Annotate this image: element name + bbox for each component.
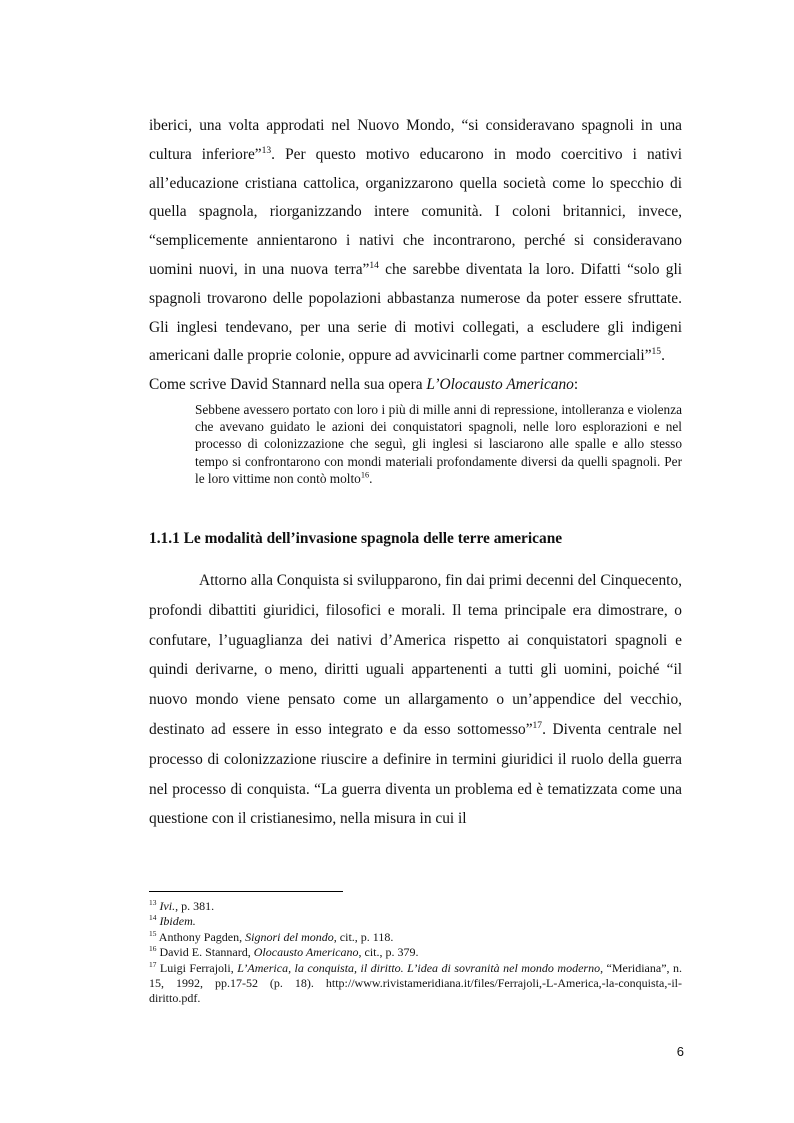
- footnote-separator: [149, 891, 343, 892]
- paragraph-text: .: [661, 347, 665, 365]
- footnote-number: 14: [149, 913, 157, 923]
- footnote-number: 16: [149, 944, 157, 954]
- paragraph-text: . Diventa centrale nel processo di colonizzazione riuscire a definire in termini giuridici il ruolo della guerra nel processo di conquista. “La guerra diventa un problema ed è tematizzata come una questione con il cristianesimo, nella misura in cui il: [149, 720, 682, 828]
- footnote-italic: Olocausto Americano: [253, 945, 359, 960]
- quote-text: Sebbene avessero portato con loro i più di mille anni di repressione, intolleranza e violenza che avevano guidato le azioni dei conquistatori spagnoli, nelle loro esplorazioni e nel processo di colonizzazione che seguì, gli inglesi si lasciarono alle spalle e allo stesso tempo si confrontarono con mondi materiali profondamente diversi da quelli spagnoli. Per le loro vittime non contò molto: [195, 402, 682, 486]
- footnote-ref[interactable]: 15: [651, 346, 662, 358]
- paragraph-text: . Per questo motivo educarono in modo coercitivo i nativi all’educazione cristiana cattolica, organizzarono quella società come lo specchio di quella spagnola, riorganizzando intere comunità. I coloni britannici, invece, “semplicemente annientarono i nativi che incontrarono, perché si consideravano uomini nuovi, in una nuova terra”: [149, 145, 682, 278]
- footnotes: [149, 899, 682, 1007]
- footnote: [149, 961, 682, 1007]
- paragraph-text: iberici, una volta approdati nel Nuovo Mondo, “si consideravano spagnoli in una cultura inferiore”: [149, 117, 682, 163]
- footnote-italic: Signori del mondo: [245, 929, 334, 944]
- footnote-italic: Ivi.: [159, 899, 176, 913]
- footnote-number: 13: [149, 898, 157, 907]
- paragraph-text: :: [573, 376, 579, 394]
- footnote-text: Luigi Ferrajoli,: [159, 960, 238, 975]
- footnote-text: , “Meridiana”, n. 15, 1992, pp.17-52 (p. 18). http://www.rivistameridiana.it/files/Ferrajoli,-L-America,-la-conquista,-il-diritto.pdf.: [149, 960, 682, 1006]
- footnote-text: David E. Stannard,: [159, 945, 254, 960]
- footnote-ref[interactable]: 14: [369, 259, 379, 271]
- footnote-ref[interactable]: 17: [532, 719, 543, 731]
- footnote-text: , p. 381.: [175, 899, 215, 913]
- footnote-italic: Ibidem.: [159, 914, 196, 929]
- paragraph-text: Come scrive David Stannard nella sua opera: [149, 376, 427, 394]
- footnote-ref[interactable]: 13: [261, 144, 272, 156]
- block-quote: [195, 401, 682, 487]
- body-paragraph: [149, 112, 682, 400]
- footnote-italic: L’America, la conquista, il diritto. L’idea di sovranità nel mondo moderno: [237, 960, 601, 975]
- section-paragraph: [149, 566, 682, 834]
- footnote-text: , cit., p. 118.: [333, 929, 394, 944]
- footnote-ref[interactable]: 16: [360, 470, 370, 480]
- footnote-text: Anthony Pagden,: [158, 929, 246, 944]
- section-heading: 1.1.1 Le modalità dell’invasione spagnola delle terre americane: [149, 530, 563, 547]
- footnote-number: 15: [149, 928, 157, 938]
- page-number: 6: [676, 1044, 684, 1059]
- footnote: [149, 899, 682, 914]
- paragraph-text: che sarebbe diventata la loro. Difatti “solo gli spagnoli trovarono delle popolazioni abbastanza numerose da poter essere sfruttate. Gli inglesi tendevano, per una serie di motivi collegati, a escludere gli indigeni americani dalle proprie colonie, oppure ad avvicinarli come partner commerciali”: [149, 260, 683, 365]
- footnote-number: 17: [149, 959, 157, 969]
- book-title: L’Olocausto Americano: [426, 376, 574, 394]
- footnote-text: , cit., p. 379.: [358, 945, 419, 960]
- paragraph-text: Attorno alla Conquista si svilupparono, fin dai primi decenni del Cinquecento, profondi dibattiti giuridici, filosofici e morali. Il tema principale era dimostrare, o confutare, l’uguaglianza dei nativi d’America rispetto ai conquistatori spagnoli e quindi derivarne, o meno, diritti uguali appartenenti a tutti gli uomini, poiché “il nuovo mondo viene pensato come un allargamento o un’appendice del vecchio, destinato ad essere in esso integrato e da esso sottomesso”: [149, 572, 683, 738]
- footnote: [149, 930, 682, 945]
- footnote: [149, 945, 682, 960]
- quote-text: .: [369, 470, 373, 486]
- footnote: [149, 914, 682, 929]
